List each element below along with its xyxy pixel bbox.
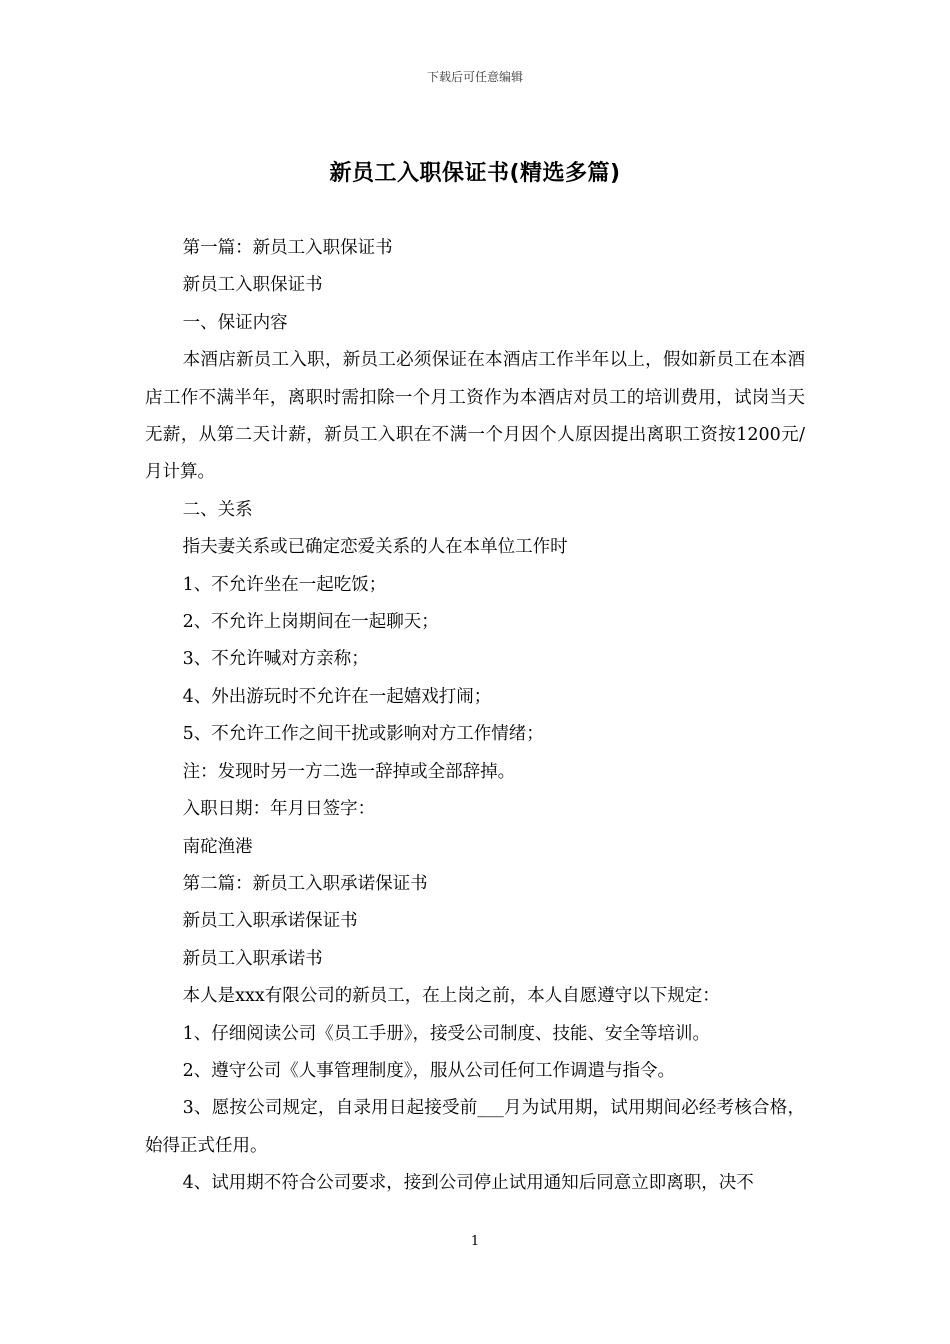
paragraph: 5、不允许工作之间干扰或影响对方工作情绪； [182, 724, 544, 745]
paragraph: 入职日期：年月日签字： [182, 799, 376, 820]
paragraph: 新员工入职保证书 [182, 275, 323, 296]
paragraph: 2、遵守公司《人事管理制度》，服从公司任何工作调遣与指令。 [182, 1060, 676, 1081]
document-title: 新员工入职保证书(精选多篇) [329, 161, 621, 186]
paragraph: 4、试用期不符合公司要求，接到公司停止试用通知后同意立即离职，决不 [182, 1173, 754, 1194]
paragraph: 4、外出游玩时不允许在一起嬉戏打闹； [182, 686, 492, 707]
header-note: 下载后可任意编辑 [426, 70, 523, 84]
paragraph: 2、不允许上岗期间在一起聊天； [182, 612, 439, 633]
paragraph: 一、保证内容 [182, 312, 288, 333]
paragraph: 南砣渔港 [182, 836, 253, 857]
paragraph: 1、不允许坐在一起吃饭； [182, 574, 387, 595]
paragraph: 指夫妻关系或已确定恋爱关系的人在本单位工作时 [182, 537, 568, 558]
paragraph: 1、仔细阅读公司《员工手册》，接受公司制度、技能、安全等培训。 [182, 1023, 711, 1044]
paragraph: 新员工入职承诺书 [182, 948, 323, 969]
document-body [145, 230, 805, 1203]
paragraph: 新员工入职承诺保证书 [182, 911, 358, 932]
paragraph: 二、关系 [182, 499, 253, 520]
paragraph: 注：发现时另一方二选一辞掉或全部辞掉。 [182, 761, 516, 782]
paragraph: 本人是xxx有限公司的新员工，在上岗之前，本人自愿遵守以下规定： [182, 986, 720, 1007]
page-number: 1 [470, 1234, 480, 1249]
paragraph: 第二篇：新员工入职承诺保证书 [182, 873, 428, 894]
paragraph: 第一篇：新员工入职保证书 [182, 238, 393, 258]
paragraph: 3、不允许喊对方亲称； [182, 649, 369, 670]
paragraph: 3、愿按公司规定，自录用日起接受前___月为试用期，试用期间必经考核合格，始得正式任用。 [145, 1098, 805, 1156]
paragraph: 本酒店新员工入职，新员工必须保证在本酒店工作半年以上，假如新员工在本酒店工作不满半年，离职时需扣除一个月工资作为本酒店对员工的培训费用，试岗当天无薪，从第二天计薪，新员工入职在不满一个月因个人原因提出离职工资按1200元/月计算。 [145, 350, 805, 483]
